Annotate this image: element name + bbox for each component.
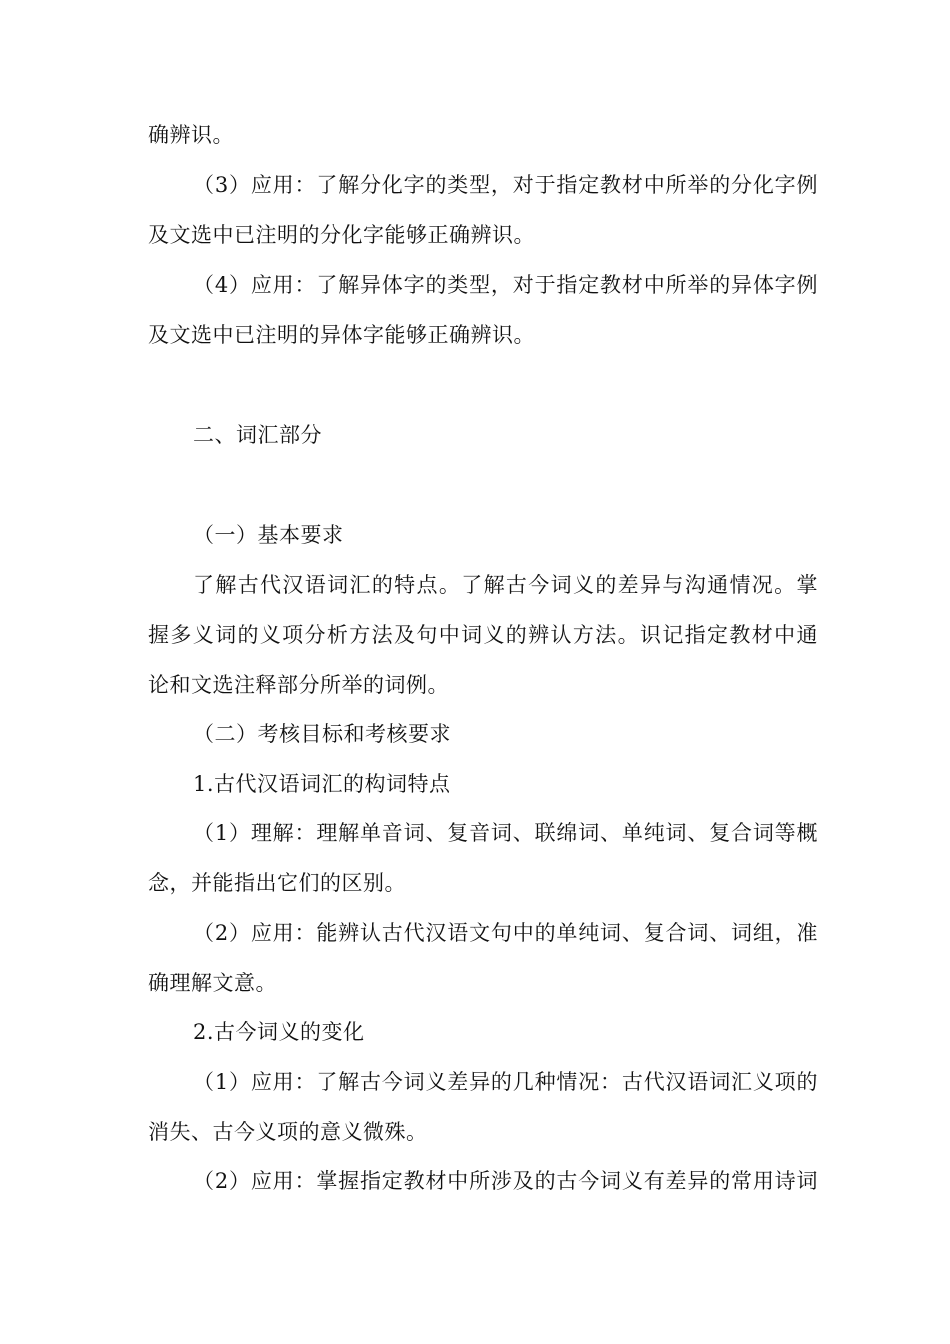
text-line-14: 念，并能指出它们的区别。 [148,871,406,895]
text-line-13: （1）理解：理解单音词、复音词、联绵词、单纯词、复合词等概 [193,821,818,845]
text-line-4: （4）应用：了解异体字的类型，对于指定教材中所举的异体字例 [193,273,818,297]
text-line-2: （3）应用：了解分化字的类型，对于指定教材中所举的分化字例 [193,173,818,197]
text-line-20: （2）应用：掌握指定教材中所涉及的古今词义有差异的常用诗词 [193,1169,818,1193]
item-heading-2: 2.古今词义的变化 [193,1020,365,1044]
item-heading-1: 1.古代汉语词汇的构词特点 [193,772,451,796]
text-line-1: 确辨识。 [148,123,234,147]
text-line-8: 了解古代汉语词汇的特点。了解古今词义的差异与沟通情况。掌 [193,573,818,597]
subsection-heading-2: （二）考核目标和考核要求 [193,722,451,746]
text-line-9: 握多义词的义项分析方法及句中词义的辨认方法。识记指定教材中通 [148,623,818,647]
text-line-10: 论和文选注释部分所举的词例。 [148,673,449,697]
text-line-18: （1）应用：了解古今词义差异的几种情况：古代汉语词汇义项的 [193,1070,818,1094]
text-line-3: 及文选中已注明的分化字能够正确辨识。 [148,223,535,247]
text-line-16: 确理解文意。 [148,971,277,995]
text-line-19: 消失、古今义项的意义微殊。 [148,1120,428,1144]
text-line-15: （2）应用：能辨认古代汉语文句中的单纯词、复合词、词组，准 [193,921,818,945]
section-heading: 二、词汇部分 [193,423,322,447]
subsection-heading-1: （一）基本要求 [193,523,344,547]
text-line-5: 及文选中已注明的异体字能够正确辨识。 [148,323,535,347]
